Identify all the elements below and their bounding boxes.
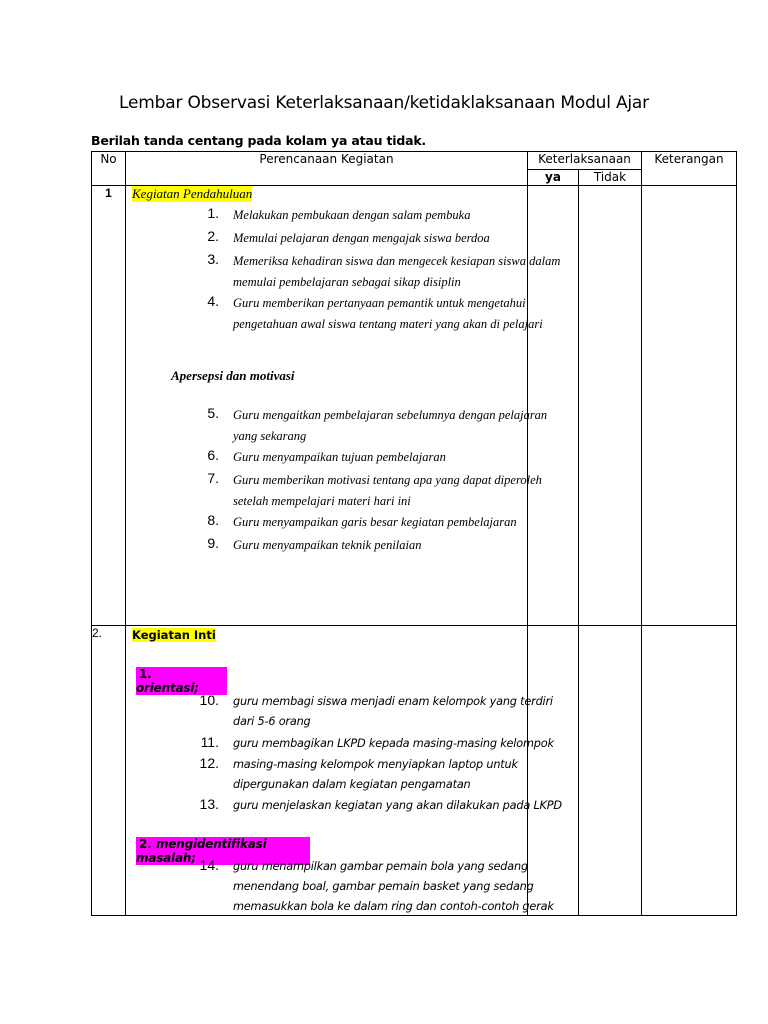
item-text: masing-masing kelompok menyiapkan laptop untuk dipergunakan dalam kegiatan pengamatan [233, 758, 518, 791]
item-number: 10. [199, 692, 219, 708]
item-text: Memulai pelajaran dengan mengajak siswa berdoa [233, 231, 490, 245]
header-keterangan: Keterangan [642, 152, 737, 186]
item-number: 1. [207, 205, 219, 221]
keterangan-cell[interactable] [642, 186, 737, 626]
item-text: guru menampilkan gambar pemain bola yang sedang menendang boal, gambar pemain basket yang sedang memasukkan bola ke dalam ring dan contoh-contoh gerak [233, 860, 554, 913]
item-text: Guru memberikan pertanyaan pemantik untuk mengetahui pengetahuan awal siswa tentang materi yang akan di pelajari [233, 296, 543, 331]
header-keterlaksanaan: Keterlaksanaan [528, 152, 642, 170]
section-title: Kegiatan Inti [132, 628, 216, 642]
phase-heading [136, 667, 227, 695]
item-number: 3. [207, 251, 219, 267]
item-number: 13. [199, 796, 219, 812]
header-no: No [92, 152, 126, 186]
table-row [92, 186, 737, 626]
item-text: Guru menyampaikan tujuan pembelajaran [233, 450, 446, 464]
header-tidak: Tidak [579, 170, 642, 186]
phase-label: mengidentifikasi masalah; [136, 837, 267, 865]
item-text: guru menjelaskan kegiatan yang akan dilakukan pada LKPD [233, 799, 562, 812]
item-text: Guru menyampaikan teknik penilaian [233, 538, 422, 552]
item-number: 5. [207, 405, 219, 421]
phase-label: orientasi; [136, 681, 199, 695]
item-number: 8. [207, 512, 219, 528]
row-number: 2. [92, 626, 126, 916]
item-text: Guru menyampaikan garis besar kegiatan pembelajaran [233, 515, 517, 529]
subheading: Apersepsi dan motivasi [171, 368, 295, 383]
item-number: 7. [207, 470, 219, 486]
item-number: 6. [207, 447, 219, 463]
item-text: Guru memberikan motivasi tentang apa yang dapat diperoleh setelah mempelajari materi hari ini [233, 473, 542, 508]
item-text: guru membagikan LKPD kepada masing-masing kelompok [233, 737, 554, 750]
item-number: 4. [207, 293, 219, 309]
plan-cell [126, 626, 562, 916]
item-number: 11. [200, 734, 219, 750]
item-text: Melakukan pembukaan dengan salam pembuka [233, 208, 471, 222]
phase-number: 2. [139, 837, 152, 851]
item-text: Memeriksa kehadiran siswa dan mengecek kesiapan siswa dalam memulai pembelajaran sebagai sikap disiplin [233, 254, 561, 289]
item-number: 14. [199, 857, 219, 873]
tidak-cell[interactable] [579, 626, 642, 916]
header-ya: ya [528, 170, 579, 186]
table-row [92, 626, 737, 916]
item-text: guru membagi siswa menjadi enam kelompok yang terdiri dari 5-6 orang [233, 695, 553, 728]
item-number: 2. [207, 228, 219, 244]
item-text: Guru mengaitkan pembelajaran sebelumnya dengan pelajaran yang sekarang [233, 408, 548, 443]
keterangan-cell[interactable] [642, 626, 737, 916]
observation-table [91, 151, 737, 916]
section-title: Kegiatan Pendahuluan [132, 186, 253, 201]
tidak-cell[interactable] [579, 186, 642, 626]
plan-cell [126, 186, 561, 626]
header-plan: Perencanaan Kegiatan [126, 152, 528, 186]
document-title: Lembar Observasi Keterlaksanaan/ketidaklaksanaan Modul Ajar [119, 93, 649, 113]
phase-number: 1. [139, 667, 152, 681]
instruction-text: Berilah tanda centang pada kolam ya atau tidak. [91, 133, 426, 148]
row-number: 1 [92, 186, 126, 626]
item-number: 9. [207, 535, 219, 551]
item-number: 12. [199, 755, 219, 771]
